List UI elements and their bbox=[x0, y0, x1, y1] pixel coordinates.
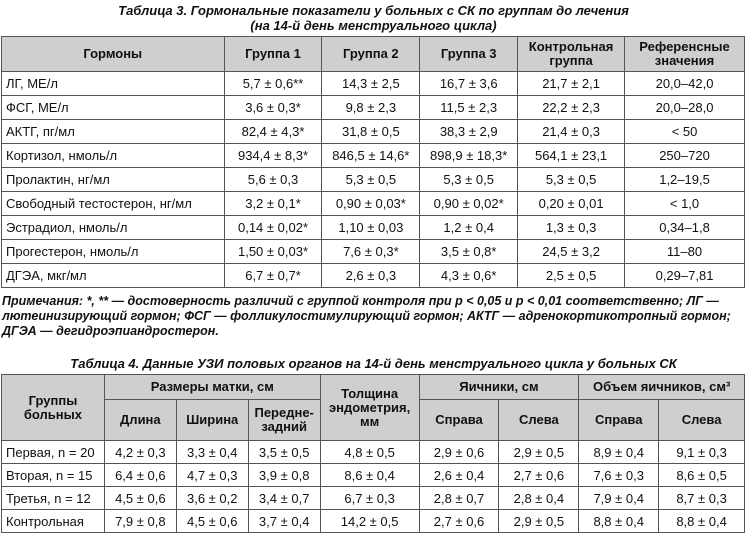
table3-cell: 0,90 ± 0,02* bbox=[420, 192, 518, 216]
table4-header-uterus: Размеры матки, см bbox=[104, 375, 320, 400]
table3-cell: 898,9 ± 18,3* bbox=[420, 144, 518, 168]
table4-cell: 2,9 ± 0,5 bbox=[499, 441, 579, 464]
table4-cell: 8,6 ± 0,5 bbox=[659, 464, 745, 487]
table4-cell: 4,5 ± 0,6 bbox=[104, 487, 176, 510]
table3-header-cell: Контрольная группа bbox=[518, 37, 625, 72]
table3-header-cell: Группа 3 bbox=[420, 37, 518, 72]
table3-notes: Примечания: *, ** — достоверность различий с группой контроля при p < 0,05 и p < 0,01 соответственно; ЛГ — лютеинизирующий гормон; ФСГ — фолликулостимулирующий гормон; АКТГ — адренокортикотропный гормон; ДГЭА — дегидроэпиандростерон. bbox=[2, 294, 731, 338]
table3-row bbox=[2, 144, 745, 168]
table3-row-label: Пролактин, нг/мл bbox=[2, 168, 225, 192]
table4-cell: 6,4 ± 0,6 bbox=[104, 464, 176, 487]
table4-cell: 3,3 ± 0,4 bbox=[176, 441, 248, 464]
table4-cell: 8,6 ± 0,4 bbox=[320, 464, 419, 487]
table4-header-ap: Передне-задний bbox=[248, 400, 320, 441]
table3-header-row bbox=[2, 37, 745, 72]
table4-cell: 3,7 ± 0,4 bbox=[248, 510, 320, 533]
table3-cell: 21,4 ± 0,3 bbox=[518, 120, 625, 144]
table3-row-label: Кортизол, нмоль/л bbox=[2, 144, 225, 168]
table4-cell: 4,2 ± 0,3 bbox=[104, 441, 176, 464]
table3-cell: 934,4 ± 8,3* bbox=[224, 144, 322, 168]
table3-cell: 250–720 bbox=[625, 144, 745, 168]
table3-row-label: АКТГ, пг/мл bbox=[2, 120, 225, 144]
table3-header-cell: Группа 1 bbox=[224, 37, 322, 72]
table3-cell: 9,8 ± 2,3 bbox=[322, 96, 420, 120]
table4-header-left: Слева bbox=[499, 400, 579, 441]
table3-cell: 14,3 ± 2,5 bbox=[322, 72, 420, 96]
table3-cell: 0,34–1,8 bbox=[625, 216, 745, 240]
table3-cell: 11,5 ± 2,3 bbox=[420, 96, 518, 120]
table4-cell: 4,7 ± 0,3 bbox=[176, 464, 248, 487]
table4-header-ovaries: Яичники, см bbox=[419, 375, 579, 400]
table3-cell: 1,2 ± 0,4 bbox=[420, 216, 518, 240]
table4-cell: 8,9 ± 0,4 bbox=[579, 441, 659, 464]
table3-cell: 0,14 ± 0,02* bbox=[224, 216, 322, 240]
table4-cell: 3,9 ± 0,8 bbox=[248, 464, 320, 487]
table3-cell: 5,7 ± 0,6** bbox=[224, 72, 322, 96]
table3-cell: 0,29–7,81 bbox=[625, 264, 745, 288]
table4-cell: 2,9 ± 0,5 bbox=[499, 510, 579, 533]
table3-row bbox=[2, 120, 745, 144]
table3-cell: 5,3 ± 0,5 bbox=[518, 168, 625, 192]
table4-cell: 7,9 ± 0,8 bbox=[104, 510, 176, 533]
table3-cell: 3,6 ± 0,3* bbox=[224, 96, 322, 120]
table4-cell: 4,5 ± 0,6 bbox=[176, 510, 248, 533]
table4-row bbox=[2, 487, 745, 510]
table3-row-label: ДГЭА, мкг/мл bbox=[2, 264, 225, 288]
table4-cell: 2,7 ± 0,6 bbox=[499, 464, 579, 487]
table3 bbox=[1, 36, 745, 288]
table3-cell: 1,50 ± 0,03* bbox=[224, 240, 322, 264]
table3-cell: 16,7 ± 3,6 bbox=[420, 72, 518, 96]
table3-cell: < 50 bbox=[625, 120, 745, 144]
table3-row bbox=[2, 96, 745, 120]
table3-cell: 5,6 ± 0,3 bbox=[224, 168, 322, 192]
table3-cell: 2,5 ± 0,5 bbox=[518, 264, 625, 288]
table4-row-label: Третья, n = 12 bbox=[2, 487, 105, 510]
table3-row bbox=[2, 192, 745, 216]
table3-cell: 4,3 ± 0,6* bbox=[420, 264, 518, 288]
table4-cell: 3,5 ± 0,5 bbox=[248, 441, 320, 464]
table4 bbox=[1, 374, 745, 533]
table3-cell: 5,3 ± 0,5 bbox=[420, 168, 518, 192]
table3-row-label: ФСГ, МЕ/л bbox=[2, 96, 225, 120]
table4-row-label: Вторая, n = 15 bbox=[2, 464, 105, 487]
table4-cell: 9,1 ± 0,3 bbox=[659, 441, 745, 464]
table3-cell: 11–80 bbox=[625, 240, 745, 264]
table3-row-label: ЛГ, МЕ/л bbox=[2, 72, 225, 96]
table4-cell: 7,9 ± 0,4 bbox=[579, 487, 659, 510]
table4-cell: 6,7 ± 0,3 bbox=[320, 487, 419, 510]
table3-cell: 6,7 ± 0,7* bbox=[224, 264, 322, 288]
table4-cell: 7,6 ± 0,3 bbox=[579, 464, 659, 487]
table4-cell: 2,8 ± 0,7 bbox=[419, 487, 499, 510]
table4-cell: 2,7 ± 0,6 bbox=[419, 510, 499, 533]
table4-header-volume-right: Справа bbox=[579, 400, 659, 441]
table4-row-label: Первая, n = 20 bbox=[2, 441, 105, 464]
table3-cell: 0,90 ± 0,03* bbox=[322, 192, 420, 216]
table4-header-groups: Группы больных bbox=[2, 375, 105, 441]
table3-cell: 5,3 ± 0,5 bbox=[322, 168, 420, 192]
table3-cell: 2,6 ± 0,3 bbox=[322, 264, 420, 288]
table3-cell: 3,2 ± 0,1* bbox=[224, 192, 322, 216]
table4-row bbox=[2, 510, 745, 533]
table3-cell: 20,0–28,0 bbox=[625, 96, 745, 120]
table3-cell: 22,2 ± 2,3 bbox=[518, 96, 625, 120]
table4-cell: 8,8 ± 0,4 bbox=[579, 510, 659, 533]
table4-cell: 2,8 ± 0,4 bbox=[499, 487, 579, 510]
table4-header-ovary-volume: Объем яичников, см³ bbox=[579, 375, 745, 400]
table4-cell: 4,8 ± 0,5 bbox=[320, 441, 419, 464]
table3-cell: 20,0–42,0 bbox=[625, 72, 745, 96]
table3-row bbox=[2, 168, 745, 192]
table4-caption: Таблица 4. Данные УЗИ половых органов на 14-й день менструального цикла у больных СК bbox=[70, 356, 677, 371]
table4-cell: 8,8 ± 0,4 bbox=[659, 510, 745, 533]
table4-header-endometrium: Толщина эндометрия, мм bbox=[320, 375, 419, 441]
table4-header-right: Справа bbox=[419, 400, 499, 441]
table3-cell: 38,3 ± 2,9 bbox=[420, 120, 518, 144]
table3-caption-line2: (на 14-й день менструального цикла) bbox=[250, 18, 497, 33]
table4-cell: 3,6 ± 0,2 bbox=[176, 487, 248, 510]
table3-row bbox=[2, 216, 745, 240]
table3-cell: 1,3 ± 0,3 bbox=[518, 216, 625, 240]
table3-row-label: Прогестерон, нмоль/л bbox=[2, 240, 225, 264]
table4-cell: 2,9 ± 0,6 bbox=[419, 441, 499, 464]
table3-cell: 31,8 ± 0,5 bbox=[322, 120, 420, 144]
table3-cell: 1,10 ± 0,03 bbox=[322, 216, 420, 240]
table3-cell: 3,5 ± 0,8* bbox=[420, 240, 518, 264]
table4-header-volume-left: Слева bbox=[659, 400, 745, 441]
table3-cell: 21,7 ± 2,1 bbox=[518, 72, 625, 96]
table3-cell: 7,6 ± 0,3* bbox=[322, 240, 420, 264]
table3-row-label: Свободный тестостерон, нг/мл bbox=[2, 192, 225, 216]
table4-row bbox=[2, 441, 745, 464]
table3-cell: 24,5 ± 3,2 bbox=[518, 240, 625, 264]
table3-row bbox=[2, 240, 745, 264]
table4-cell: 2,6 ± 0,4 bbox=[419, 464, 499, 487]
table3-row bbox=[2, 72, 745, 96]
table4-header-row-1 bbox=[2, 375, 745, 400]
table4-cell: 3,4 ± 0,7 bbox=[248, 487, 320, 510]
table3-header-cell: Группа 2 bbox=[322, 37, 420, 72]
table4-row-label: Контрольная bbox=[2, 510, 105, 533]
table3-row-label: Эстрадиол, нмоль/л bbox=[2, 216, 225, 240]
table4-header-width: Ширина bbox=[176, 400, 248, 441]
table3-cell: < 1,0 bbox=[625, 192, 745, 216]
table3-row bbox=[2, 264, 745, 288]
table3-cell: 0,20 ± 0,01 bbox=[518, 192, 625, 216]
table3-header-cell: Референсные значения bbox=[625, 37, 745, 72]
table4-cell: 14,2 ± 0,5 bbox=[320, 510, 419, 533]
table3-caption-line1: Таблица 3. Гормональные показатели у больных с СК по группам до лечения bbox=[118, 3, 629, 18]
table4-header-length: Длина bbox=[104, 400, 176, 441]
table4-row bbox=[2, 464, 745, 487]
table3-cell: 82,4 ± 4,3* bbox=[224, 120, 322, 144]
table3-cell: 1,2–19,5 bbox=[625, 168, 745, 192]
table4-cell: 8,7 ± 0,3 bbox=[659, 487, 745, 510]
table3-cell: 564,1 ± 23,1 bbox=[518, 144, 625, 168]
table3-header-cell: Гормоны bbox=[2, 37, 225, 72]
table3-cell: 846,5 ± 14,6* bbox=[322, 144, 420, 168]
